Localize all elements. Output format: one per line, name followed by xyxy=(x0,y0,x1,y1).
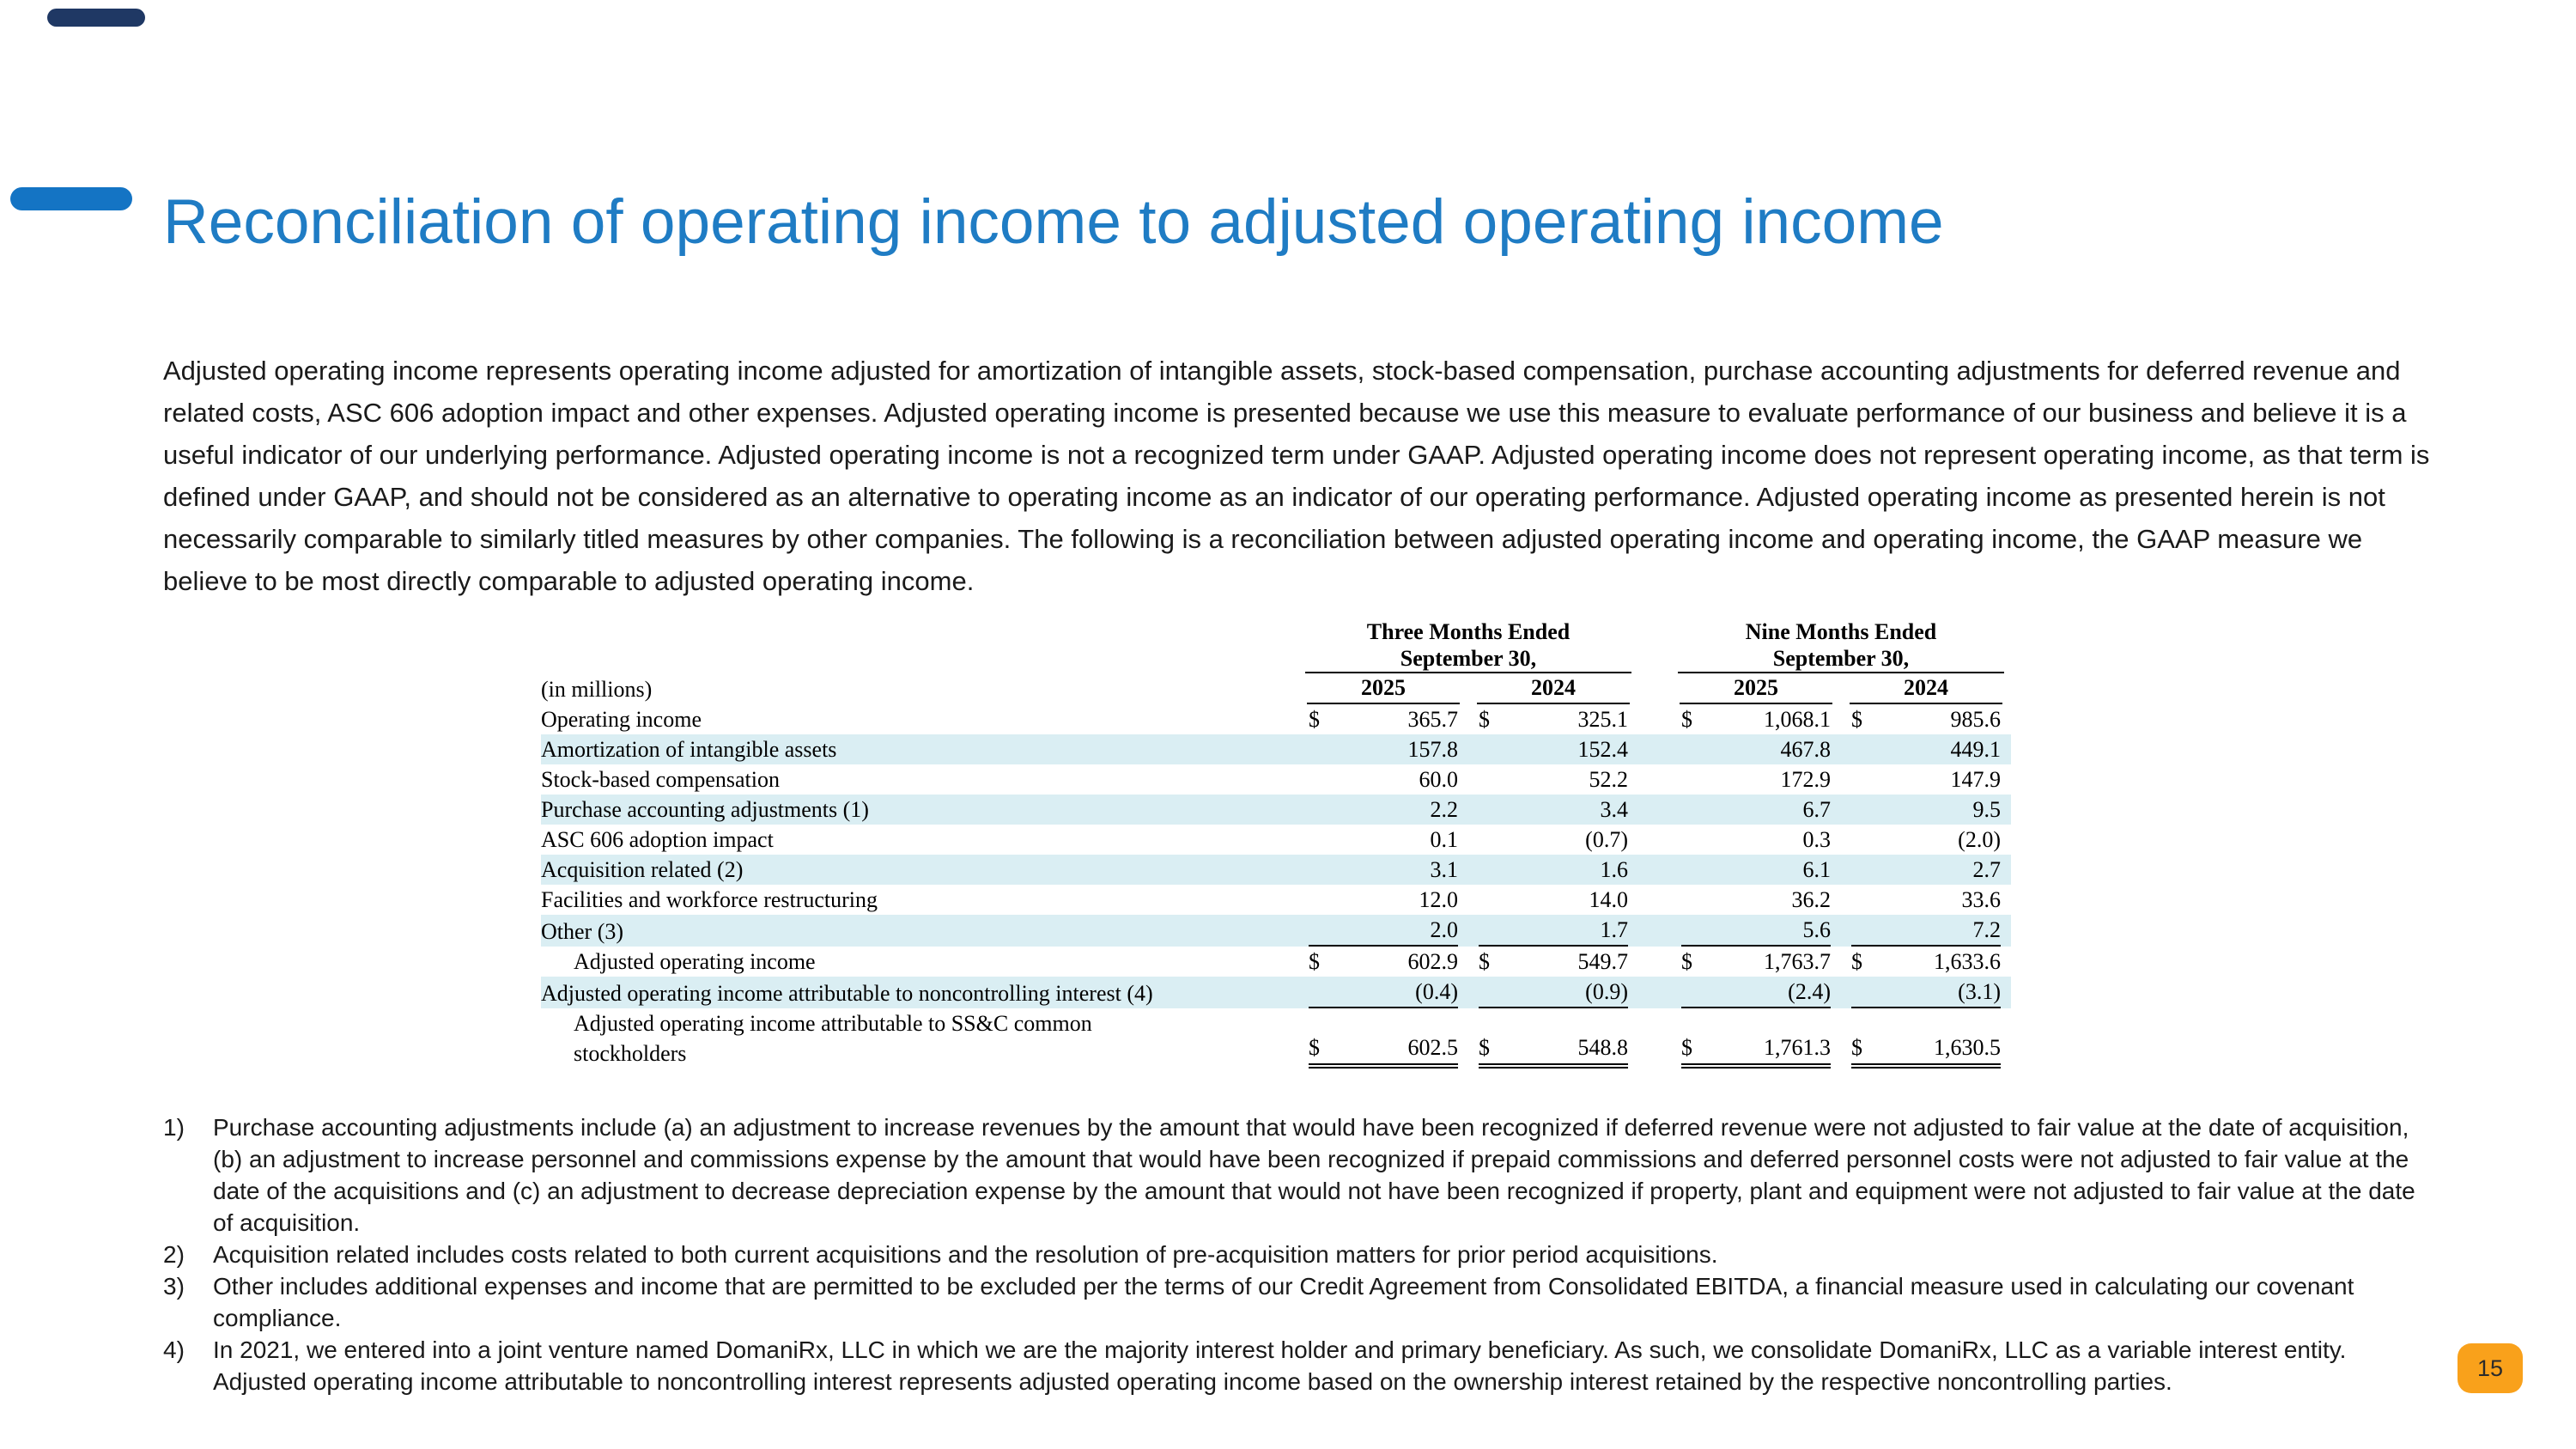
cell-value: 0.3 xyxy=(1802,827,1831,852)
cell-value: 602.5 xyxy=(1407,1035,1458,1060)
row-purchase-accounting-adjustments: Purchase accounting adjustments (1) 2.2 3.4 6.7 9.5 xyxy=(541,795,2011,825)
cell-value: 3.1 xyxy=(1430,857,1458,882)
group-subheader-row xyxy=(541,645,2011,673)
year-header: 2025 xyxy=(1307,673,1460,704)
cell-value: 7.2 xyxy=(1972,917,2001,942)
cell-value: 549.7 xyxy=(1577,949,1628,974)
cell-value: 6.7 xyxy=(1802,797,1831,822)
cell-value: (3.1) xyxy=(1958,979,2001,1004)
cell-value: 14.0 xyxy=(1589,887,1628,912)
cell-value: 365.7 xyxy=(1407,707,1458,732)
in-millions-label: (in millions) xyxy=(541,677,653,702)
cell-value: 33.6 xyxy=(1961,887,2001,912)
footnote-number: 1) xyxy=(163,1114,185,1141)
reconciliation-table-container xyxy=(541,618,2011,1068)
row-adjusted-operating-income: Adjusted operating income $ 602.9 $ 549.7 $ 1,763.7 $ 1,633.6 xyxy=(541,947,2011,977)
cell-value: (2.4) xyxy=(1788,979,1831,1004)
cell-value: 1,630.5 xyxy=(1934,1035,2001,1060)
cell-value: 1.7 xyxy=(1600,917,1628,942)
cell-value: (2.0) xyxy=(1958,827,2001,852)
footnote-2 xyxy=(163,1239,2439,1270)
title-accent-bar xyxy=(10,187,132,210)
footnote-3 xyxy=(163,1270,2439,1334)
cell-value: 0.1 xyxy=(1430,827,1458,852)
row-asc-606: ASC 606 adoption impact 0.1 (0.7) 0.3 (2.0) xyxy=(541,825,2011,855)
cell-value: (0.9) xyxy=(1585,979,1628,1004)
cell-value: 1,633.6 xyxy=(1934,949,2001,974)
footnote-text: Purchase accounting adjustments include (a) an adjustment to increase revenues by the amount that would have been recognized if deferred revenue were not adjusted to fair value at the date of acquisition, (b) an adjustment to increase personnel and commissions expense by the amount that would have been recognized if prepaid commissions and deferred personnel costs were not adjusted to fair value at the date of the acquisitions and (c) an adjustment to decrease depreciation expense by the amount that would not have been recognized if property, plant and equipment were not adjusted to fair value at the date of acquisition. xyxy=(213,1114,2415,1236)
page-number-badge xyxy=(2458,1343,2523,1393)
footnote-text: In 2021, we entered into a joint venture named DomaniRx, LLC in which we are the majority interest holder and primary beneficiary. As such, we consolidate DomaniRx, LLC as a variable interest entity. Adjusted operating income attributable to noncontrolling interest represents adjusted operating income based on the ownership interest retained by the respective noncontrolling parties. xyxy=(213,1336,2347,1395)
dollar-sign: $ xyxy=(1309,707,1320,732)
row-ssc-common-stockholders: Adjusted operating income attributable to SS&C common stockholders $ 602.5 $ 548.8 $ 1,761.3 $ 1,630.5 xyxy=(541,1008,2011,1068)
cell-value: 985.6 xyxy=(1950,707,2001,732)
page-title: Reconciliation of operating income to adjusted operating income xyxy=(163,186,1944,257)
footnote-1 xyxy=(163,1111,2439,1239)
cell-value: (0.7) xyxy=(1585,827,1628,852)
footnote-number: 4) xyxy=(163,1336,185,1363)
cell-value: 2.0 xyxy=(1430,917,1458,942)
dollar-sign: $ xyxy=(1309,1035,1320,1060)
col-group-nine-months: Nine Months Ended xyxy=(1745,619,1937,644)
col-group-three-months-date: September 30, xyxy=(1305,645,1631,673)
row-amortization: Amortization of intangible assets 157.8 152.4 467.8 449.1 xyxy=(541,734,2011,764)
dollar-sign: $ xyxy=(1479,1035,1490,1060)
dollar-sign: $ xyxy=(1851,707,1862,732)
cell-value: 548.8 xyxy=(1577,1035,1628,1060)
year-header: 2024 xyxy=(1850,673,2002,704)
dollar-sign: $ xyxy=(1479,949,1490,974)
row-other: Other (3) 2.0 1.7 5.6 7.2 xyxy=(541,915,2011,947)
page-number: 15 xyxy=(2476,1355,2504,1381)
footnote-4 xyxy=(163,1334,2439,1397)
cell-value: 5.6 xyxy=(1802,917,1831,942)
cell-value: 12.0 xyxy=(1419,887,1458,912)
footnote-number: 3) xyxy=(163,1273,185,1300)
dollar-sign: $ xyxy=(1681,1035,1692,1060)
row-acquisition-related: Acquisition related (2) 3.1 1.6 6.1 2.7 xyxy=(541,855,2011,885)
cell-value: 9.5 xyxy=(1972,797,2001,822)
cell-value: 1,068.1 xyxy=(1764,707,1831,732)
cell-value: 602.9 xyxy=(1407,949,1458,974)
cell-value: 52.2 xyxy=(1589,767,1628,792)
group-header-row xyxy=(541,618,2011,645)
dollar-sign: $ xyxy=(1681,949,1692,974)
cell-value: 1.6 xyxy=(1600,857,1628,882)
dollar-sign: $ xyxy=(1681,707,1692,732)
footnote-text: Acquisition related includes costs related to both current acquisitions and the resolution of pre-acquisition matters for prior period acquisitions. xyxy=(213,1241,1718,1268)
cell-value: 1,761.3 xyxy=(1764,1035,1831,1060)
dollar-sign: $ xyxy=(1851,1035,1862,1060)
dollar-sign: $ xyxy=(1851,949,1862,974)
cell-value: 2.7 xyxy=(1972,857,2001,882)
row-stock-based-compensation: Stock-based compensation 60.0 52.2 172.9 147.9 xyxy=(541,764,2011,795)
cell-value: 152.4 xyxy=(1577,737,1628,762)
cell-value: 172.9 xyxy=(1780,767,1831,792)
footnotes xyxy=(163,1111,2439,1397)
dollar-sign: $ xyxy=(1479,707,1490,732)
dollar-sign: $ xyxy=(1309,949,1320,974)
col-group-three-months: Three Months Ended xyxy=(1366,619,1571,644)
cell-value: (0.4) xyxy=(1415,979,1458,1004)
cell-value: 467.8 xyxy=(1780,737,1831,762)
cell-value: 2.2 xyxy=(1430,797,1458,822)
cell-value: 60.0 xyxy=(1419,767,1458,792)
intro-paragraph: Adjusted operating income represents operating income adjusted for amortization of intangible assets, stock-based compensation, purchase accounting adjustments for deferred revenue and related costs, ASC 606 adoption impact and other expenses. Adjusted operating income is presented because we use this measure to evaluate performance of our business and believe it is a useful indicator of our underlying performance. Adjusted operating income is not a recognized term under GAAP. Adjusted operating income does not represent operating income, as that term is defined under GAAP, and should not be considered as an alternative to operating income as an indicator of our operating performance. Adjusted operating income as presented herein is not necessarily comparable to similarly titled measures by other companies. The following is a reconciliation between adjusted operating income and operating income, the GAAP measure we believe to be most directly comparable to adjusted operating income. xyxy=(163,356,2430,596)
reconciliation-table xyxy=(541,618,2011,1068)
cell-value: 36.2 xyxy=(1791,887,1831,912)
year-header-row xyxy=(541,673,2011,704)
top-left-accent-bar xyxy=(47,9,145,27)
cell-value: 1,763.7 xyxy=(1764,949,1831,974)
cell-value: 6.1 xyxy=(1802,857,1831,882)
year-header: 2024 xyxy=(1477,673,1630,704)
col-group-nine-months-date: September 30, xyxy=(1678,645,2004,673)
cell-value: 157.8 xyxy=(1407,737,1458,762)
footnote-number: 2) xyxy=(163,1241,185,1268)
year-header: 2025 xyxy=(1680,673,1832,704)
cell-value: 325.1 xyxy=(1577,707,1628,732)
row-operating-income: Operating income $ 365.7 $ 325.1 $ 1,068.1 $ 985.6 xyxy=(541,704,2011,734)
row-facilities-restructuring: Facilities and workforce restructuring 12.0 14.0 36.2 33.6 xyxy=(541,885,2011,915)
cell-value: 147.9 xyxy=(1950,767,2001,792)
cell-value: 449.1 xyxy=(1950,737,2001,762)
row-noncontrolling-interest: Adjusted operating income attributable to noncontrolling interest (4) (0.4) (0.9) (2.4) (3.1) xyxy=(541,977,2011,1008)
cell-value: 3.4 xyxy=(1600,797,1628,822)
footnote-text: Other includes additional expenses and income that are permitted to be excluded per the terms of our Credit Agreement from Consolidated EBITDA, a financial measure used in calculating our covenant compliance. xyxy=(213,1273,2354,1331)
